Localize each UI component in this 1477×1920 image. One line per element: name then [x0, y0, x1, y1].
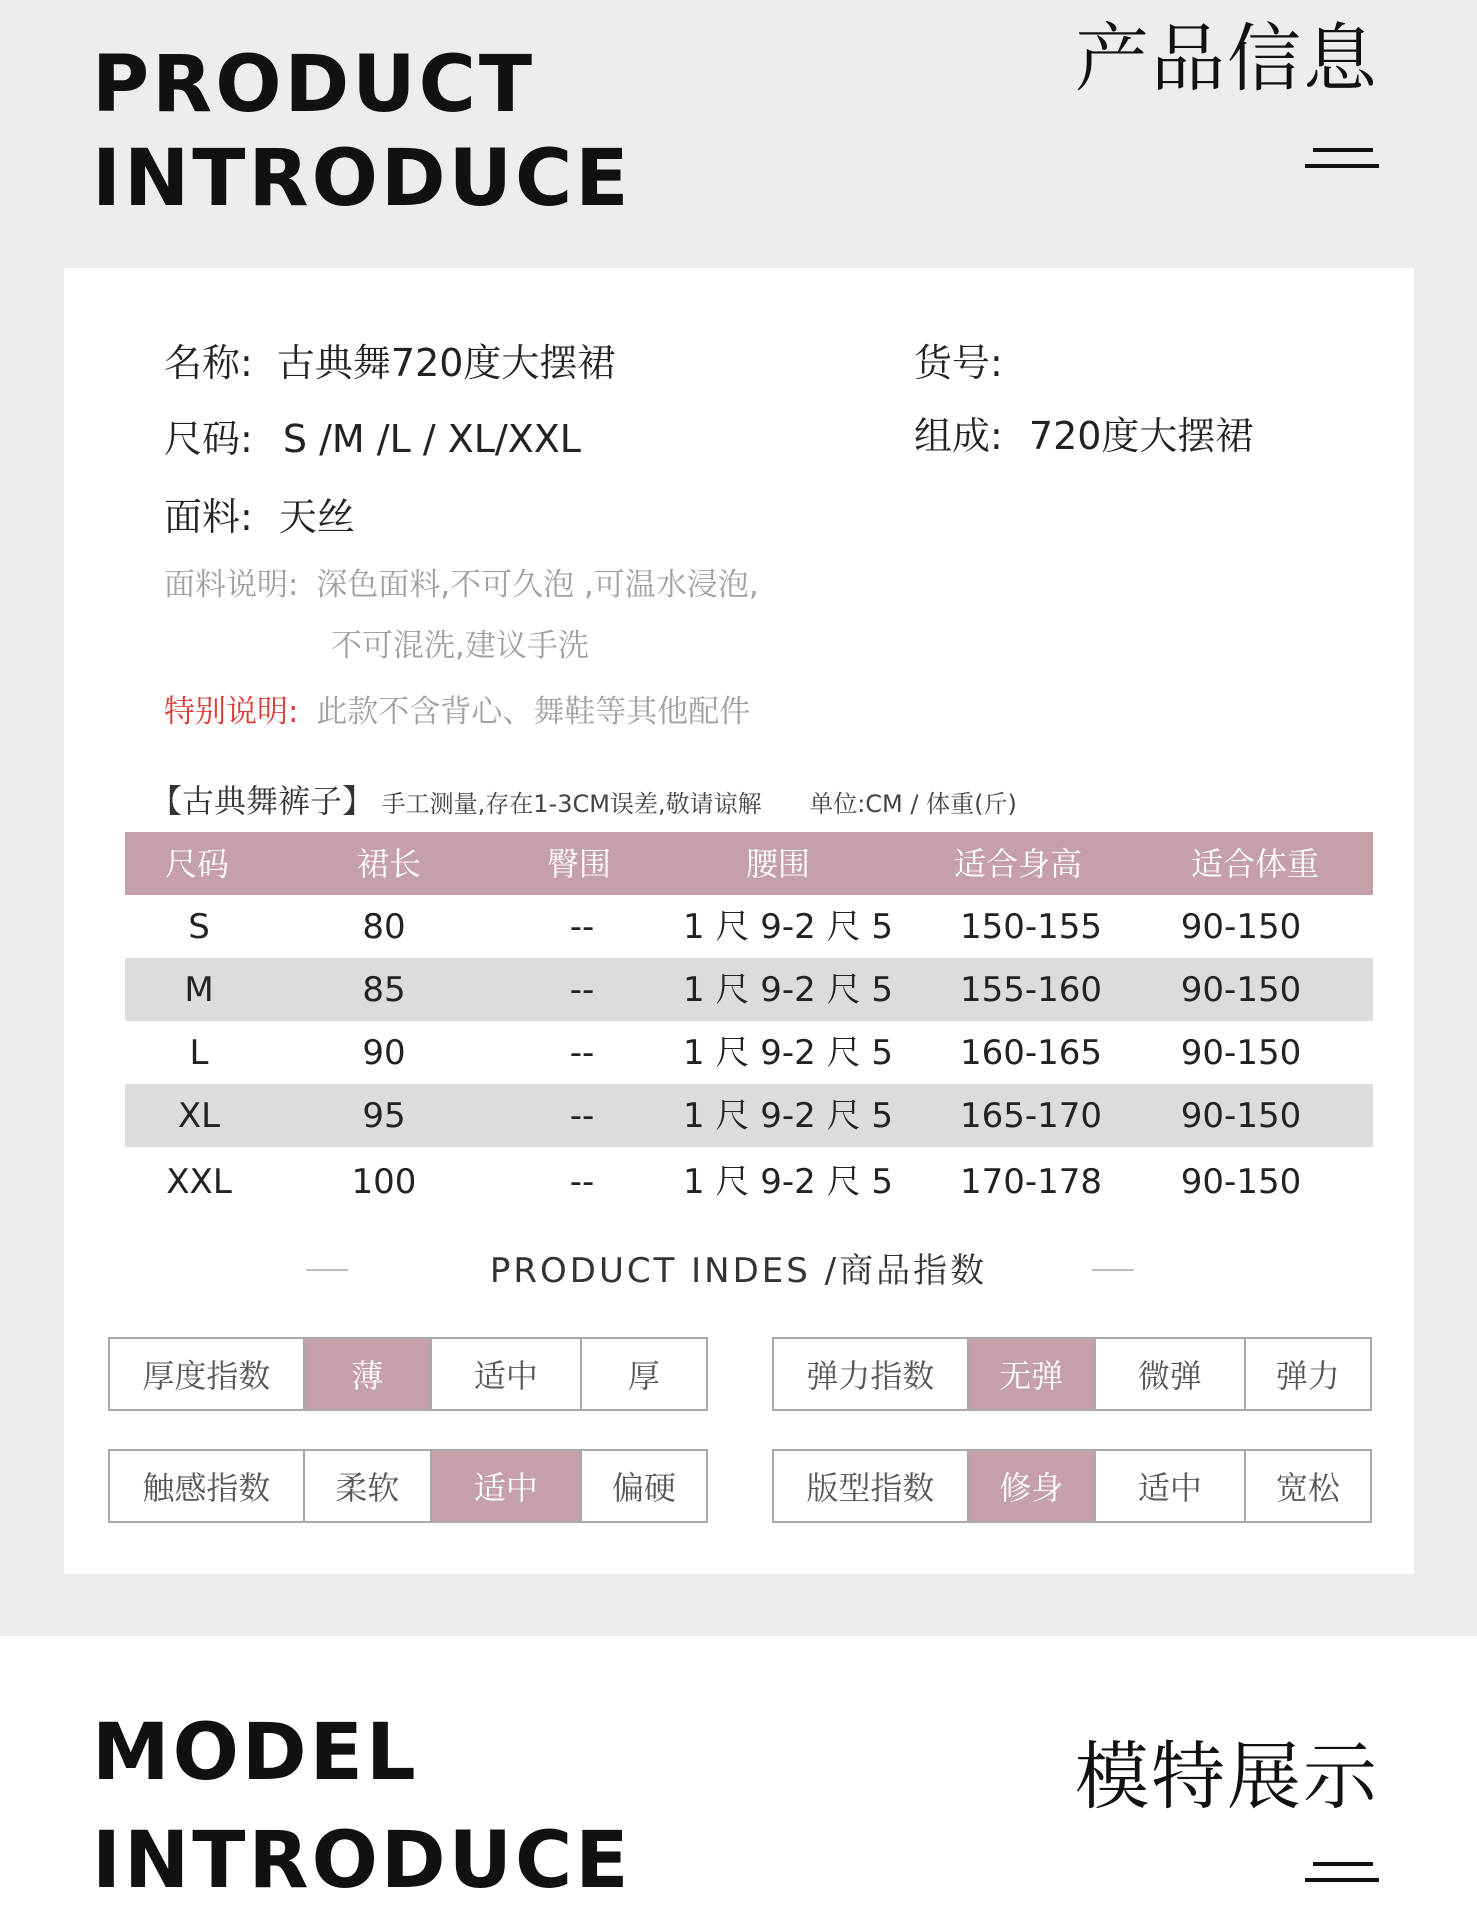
table-cell: 1 尺 9-2 尺 5 — [682, 1032, 894, 1073]
table-cell: 90-150 — [1180, 1032, 1302, 1073]
table-row — [125, 1147, 1373, 1217]
table-cell: 170-178 — [959, 1162, 1103, 1202]
model-header-en-line1: MODEL — [92, 1708, 419, 1798]
name-field — [164, 341, 616, 385]
size-table-caption — [150, 782, 1017, 820]
caption-unit: 单位:CM / 体重(斤) — [809, 790, 1017, 818]
caption-title: 【古典舞裤子】 — [150, 782, 375, 820]
header-cell: 裙长 — [356, 844, 422, 883]
table-cell: 150-155 — [959, 906, 1103, 947]
index-label: 触感指数 — [142, 1469, 271, 1507]
table-cell: -- — [569, 1162, 595, 1202]
special-note — [164, 694, 751, 730]
index-label: 弹力指数 — [806, 1357, 935, 1395]
table-cell: 165-170 — [959, 1095, 1103, 1136]
index-label: 厚度指数 — [142, 1357, 271, 1395]
index-title-dash-right — [1092, 1269, 1134, 1271]
name-label: 名称: — [164, 341, 253, 385]
index-option: 偏硬 — [580, 1451, 706, 1521]
special-label: 特别说明: — [164, 694, 299, 730]
table-cell: 85 — [362, 969, 406, 1010]
header-double-line-icon — [1305, 148, 1379, 170]
table-cell: 90-150 — [1180, 906, 1302, 947]
table-cell: 90-150 — [1180, 1095, 1302, 1136]
table-cell: -- — [569, 1095, 595, 1136]
size-value: S /M /L / XL/XXL — [282, 417, 581, 461]
header-cell: 腰围 — [745, 844, 811, 883]
table-cell: 90 — [362, 1032, 406, 1073]
table-cell: XL — [177, 1095, 221, 1136]
table-row — [125, 1021, 1373, 1084]
header-cell: 适合体重 — [1190, 844, 1320, 883]
table-cell: 1 尺 9-2 尺 5 — [682, 906, 894, 947]
index-option: 厚 — [580, 1339, 706, 1409]
product-index-title: PRODUCT INDES /商品指数 — [489, 1251, 988, 1291]
index-option: 柔软 — [303, 1451, 430, 1521]
product-header-cn: 产品信息 — [1075, 16, 1379, 102]
size-field — [164, 417, 581, 461]
elasticity-index — [772, 1337, 1372, 1411]
caption-note: 手工测量,存在1-3CM误差,敬请谅解 — [381, 790, 762, 818]
size-table-header — [125, 832, 1373, 895]
table-row — [125, 958, 1373, 1021]
index-option-selected: 修身 — [967, 1451, 1094, 1521]
table-cell: 1 尺 9-2 尺 5 — [682, 969, 894, 1010]
fabric-note-label: 面料说明: — [164, 567, 299, 603]
table-cell: -- — [569, 906, 595, 947]
index-option: 适中 — [430, 1339, 580, 1409]
table-row — [125, 895, 1373, 958]
table-cell: 80 — [362, 906, 406, 947]
index-option-selected: 无弹 — [967, 1339, 1094, 1409]
header-cell: 尺码 — [164, 844, 230, 883]
table-cell: 90-150 — [1180, 969, 1302, 1010]
special-value: 此款不含背心、舞鞋等其他配件 — [316, 694, 751, 730]
item-number-label: 货号: — [914, 341, 1003, 385]
table-cell: -- — [569, 1032, 595, 1073]
table-cell: 100 — [351, 1162, 417, 1202]
size-table — [125, 832, 1373, 1217]
table-cell: 160-165 — [959, 1032, 1103, 1073]
table-cell: 95 — [362, 1095, 406, 1136]
composition-field — [914, 414, 1254, 458]
fabric-note-text1: 深色面料,不可久泡 ,可温水浸泡, — [316, 567, 759, 603]
name-value: 古典舞720度大摆裙 — [276, 341, 616, 385]
fabric-value: 天丝 — [278, 495, 355, 539]
table-cell: L — [189, 1032, 209, 1073]
index-option: 适中 — [1094, 1451, 1244, 1521]
table-cell: M — [184, 969, 214, 1010]
table-cell: 90-150 — [1180, 1162, 1302, 1202]
fabric-note-line1 — [164, 567, 759, 603]
table-cell: 155-160 — [959, 969, 1103, 1010]
table-cell: 1 尺 9-2 尺 5 — [682, 1095, 894, 1136]
header-cell: 臀围 — [546, 844, 612, 883]
index-option: 微弹 — [1094, 1339, 1244, 1409]
touch-index — [108, 1449, 708, 1523]
table-row — [125, 1084, 1373, 1147]
index-option-selected: 适中 — [430, 1451, 580, 1521]
index-option: 宽松 — [1244, 1451, 1370, 1521]
header-cell: 适合身高 — [953, 844, 1083, 883]
fabric-note-text2: 不可混洗,建议手洗 — [331, 628, 589, 664]
composition-value: 720度大摆裙 — [1028, 414, 1254, 458]
fabric-label: 面料: — [164, 495, 253, 539]
composition-label: 组成: — [914, 414, 1003, 458]
table-cell: 1 尺 9-2 尺 5 — [682, 1162, 894, 1202]
product-header-en-line2: INTRODUCE — [92, 134, 632, 224]
product-header-en-line1: PRODUCT — [92, 40, 536, 130]
index-option: 弹力 — [1244, 1339, 1370, 1409]
fabric-field — [164, 495, 355, 539]
header-double-line-icon — [1305, 1862, 1379, 1884]
index-label: 版型指数 — [806, 1469, 935, 1507]
size-label: 尺码: — [164, 417, 253, 461]
table-cell: -- — [569, 969, 595, 1010]
table-cell: XXL — [166, 1162, 232, 1202]
thickness-index — [108, 1337, 708, 1411]
index-option-selected: 薄 — [303, 1339, 430, 1409]
model-header-en-line2: INTRODUCE — [92, 1816, 632, 1906]
table-cell: S — [188, 906, 210, 947]
model-header-cn: 模特展示 — [1075, 1734, 1379, 1820]
fit-index — [772, 1449, 1372, 1523]
